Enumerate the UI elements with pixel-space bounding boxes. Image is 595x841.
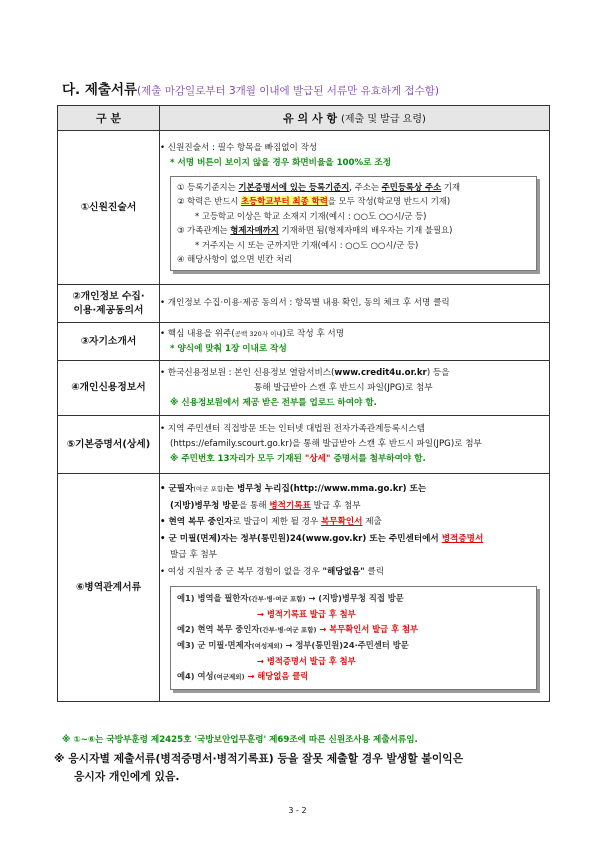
- table-header-row: [58, 106, 550, 131]
- footnote-warning-line-2: 응시자 개인에게 있음.: [74, 770, 180, 783]
- green-note: ※ 신용정보원에서 제공 받은 전부를 업로드 하여야 함.: [170, 397, 377, 408]
- box-line-2: ② 학력은 반드시 초등학교부터 최종 학력을 모두 작성(학교명 반드시 기재): [177, 196, 451, 206]
- text-line: • 핵심 내용을 위주(공백 320자 이내)로 작성 후 서명: [160, 328, 345, 339]
- box-line-6: ④ 해당사항이 없으면 빈칸 처리: [177, 254, 293, 264]
- text-line: • 지역 주민센터 직접방문 또는 인터넷 대법원 전자가족관계등록시스템: [160, 424, 425, 434]
- row-label-privacy-consent: ②개인정보 수집· 이용·제공동의서: [58, 285, 160, 323]
- box-line-4: ③ 가족관계는 형제자매까지 기재하면 됨(형제자매의 배우자는 기재 불필요): [177, 225, 453, 235]
- text-line: • 군 미필(면제)자는 정부(통민원)24(www.gov.kr) 또는 주민센터에서 병적증명서: [160, 533, 484, 544]
- table-row: [58, 474, 550, 702]
- text-line: • 한국신용정보원 : 본인 신용정보 열람서비스(www.credit4u.or.kr) 등을: [160, 367, 450, 378]
- table-row: [58, 323, 550, 361]
- row-label-basic-certificate: ⑤기본증명서(상세): [58, 416, 160, 474]
- green-note: ※ 주민번호 13자리가 모두 기재된 "상세" 증명서를 첨부하여야 함.: [170, 454, 426, 464]
- green-note: * 양식에 맞춰 1장 이내로 작성: [170, 343, 287, 354]
- example-3: 예3) 군 미필·면제자(여성제외) → 정부(통민원)24·주민센터 방문: [177, 640, 409, 650]
- example-1-result: → 병적기록표 발급 후 첨부: [257, 609, 356, 619]
- table-row: [58, 416, 550, 474]
- text-line: (지방)병무청 방문을 통해 병적기록표 발급 후 첨부: [170, 500, 361, 511]
- row-label-self-intro: ③자기소개서: [58, 323, 160, 361]
- example-box: [170, 586, 537, 690]
- row-content-self-intro: [160, 323, 550, 361]
- footnote-regulation: ※ ①∼⑥는 국방부훈령 제2425호 '국방보안업무훈령' 제69조에 따른 신원조사용 제출서류임.: [62, 735, 418, 745]
- header-category: 구 분: [58, 106, 160, 131]
- row-content-military-docs: [160, 474, 550, 702]
- text-line: 발급 후 첨부: [170, 550, 217, 560]
- section-title-sub: (제출 마감일로부터 3개월 이내에 발급된 서류만 유효하게 접수함): [137, 85, 440, 97]
- text-line: • 현역 복무 중인자로 발급이 제한 될 경우 복무확인서 제출: [160, 517, 382, 527]
- instruction-box: [170, 176, 537, 271]
- text-line: 통해 발급받아 스캔 후 반드시 파일(JPG)로 첨부: [254, 382, 433, 393]
- row-label-personal-statement: ①신원진술서: [58, 131, 160, 285]
- table-row: [58, 285, 550, 323]
- row-content-personal-statement: [160, 131, 550, 285]
- example-4: 예4) 여성(여군제외) → 해당없음 클릭: [177, 671, 309, 681]
- footnote-warning-line-1: ※ 응시자별 제출서류(병적증명서·병적기록표) 등을 잘못 제출할 경우 발생할 불이익은: [54, 752, 464, 765]
- example-2: 예2) 현역 복무 중인자(간부·병·여군 포함) → 복무확인서 발급 후 첨부: [177, 624, 419, 634]
- example-3-result: → 병적증명서 발급 후 첨부: [257, 656, 356, 666]
- page-number: 3 - 2: [288, 806, 307, 815]
- header-notes: 유 의 사 항 (제출 및 발급 요령): [160, 106, 550, 131]
- row-label-military-docs: ⑥병역관계서류: [58, 474, 160, 702]
- text-line: (https://efamily.scourt.go.kr)을 통해 발급받아 스캔 후 반드시 파일(JPG)로 첨부: [170, 439, 482, 449]
- table-row: [58, 361, 550, 416]
- section-title-main: 다. 제출서류: [62, 82, 138, 98]
- example-1: 예1) 병역을 필한자(간부·병·여군 포함) → (지방)병무청 직접 방문: [177, 593, 404, 603]
- section-title: [62, 78, 439, 98]
- box-line-3: * 고등학교 이상은 학교 소재지 기재(예시 : ○○도 ○○시/군 등): [195, 210, 427, 221]
- row-content-privacy-consent: • 개인정보 수집·이용·제공 동의서 : 항목별 내용 확인, 동의 체크 후 서명 클릭: [160, 285, 550, 323]
- row-content-basic-certificate: [160, 416, 550, 474]
- green-note: * 서명 버튼이 보이지 않을 경우 화면비율을 100%로 조정: [170, 157, 392, 168]
- row-label-credit-info: ④개인신용정보서: [58, 361, 160, 416]
- table-row: [58, 131, 550, 285]
- documents-table: [57, 105, 550, 702]
- text-line: • 군필자(여군 포함)는 병무청 누리집(http://www.mma.go.kr) 또는: [160, 484, 427, 494]
- text-line: • 여성 지원자 중 군 복무 경험이 없을 경우 "해당없음" 클릭: [160, 566, 384, 577]
- row-content-credit-info: [160, 361, 550, 416]
- footnote-warning: [54, 750, 554, 786]
- text-line: • 신원진술서 : 필수 항목을 빠짐없이 작성: [160, 142, 318, 153]
- box-line-5: * 거주지는 시 또는 군까지만 기재(예시 : ○○도 ○○시/군 등): [195, 239, 419, 250]
- box-line-1: ① 등록기준지는 기본증명서에 있는 등록기준지, 주소는 주민등록상 주소 기재: [177, 181, 461, 192]
